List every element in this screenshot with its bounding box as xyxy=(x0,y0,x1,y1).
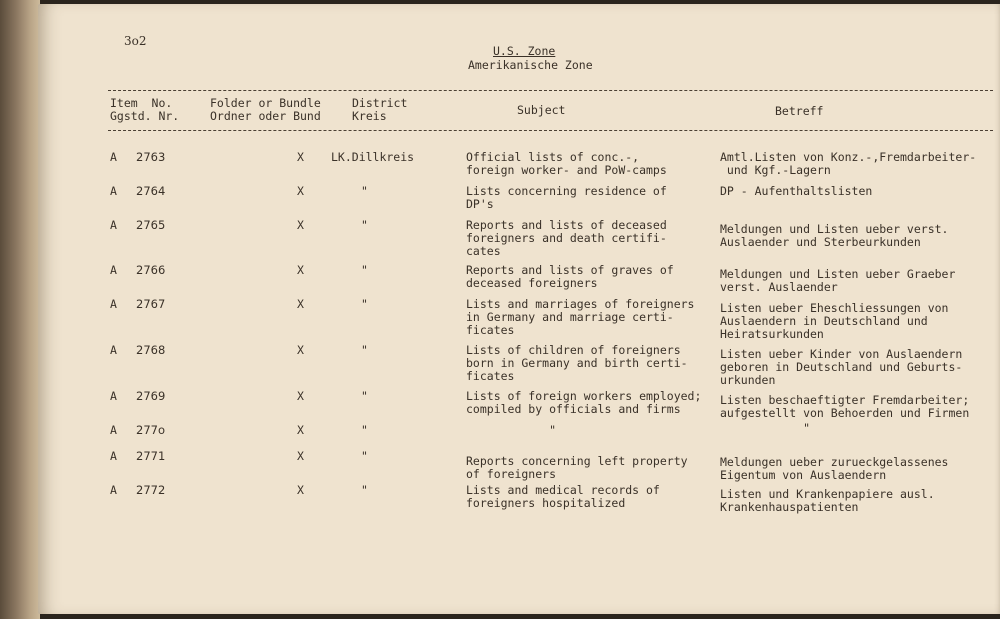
betreff-cell: Listen ueber Kinder von Auslaendern geboren in Deutschland und Geburts- urkunden xyxy=(720,347,963,387)
column-header-betreff: Betreff xyxy=(775,104,824,118)
item-number-cell: 2765 xyxy=(136,218,166,232)
district-cell: " xyxy=(361,389,368,403)
column-header-folder: Folder or Bundle Ordner oder Bund xyxy=(210,96,321,123)
item-letter-cell: A xyxy=(110,483,117,497)
betreff-cell: Meldungen und Listen ueber Graeber verst. Auslaender xyxy=(720,267,956,294)
folder-mark-cell: X xyxy=(297,150,304,164)
betreff-cell: " xyxy=(720,421,811,435)
item-letter-cell: A xyxy=(110,343,117,357)
betreff-cell: DP - Aufenthaltslisten xyxy=(720,184,873,198)
district-cell: " xyxy=(361,343,368,357)
betreff-cell: Meldungen ueber zurueckgelassenes Eigentum von Auslaendern xyxy=(720,455,949,482)
item-number-cell: 2766 xyxy=(136,263,166,277)
district-cell: " xyxy=(361,423,368,437)
betreff-cell: Listen und Krankenpapiere ausl. Krankenhauspatienten xyxy=(720,487,935,514)
item-number-cell: 2768 xyxy=(136,343,166,357)
subject-cell: " xyxy=(466,423,557,437)
header-rule-top xyxy=(108,90,993,91)
folder-mark-cell: X xyxy=(297,483,304,497)
district-cell: " xyxy=(361,263,368,277)
folder-mark-cell: X xyxy=(297,184,304,198)
betreff-cell: Amtl.Listen von Konz.-,Fremdarbeiter- und Kgf.-Lagern xyxy=(720,150,977,177)
betreff-cell: Listen ueber Eheschliessungen von Auslaendern in Deutschland und Heiratsurkunden xyxy=(720,301,949,341)
item-letter-cell: A xyxy=(110,389,117,403)
header-rule-bottom xyxy=(108,130,993,131)
zone-subtitle: Amerikanische Zone xyxy=(468,58,593,72)
item-number-cell: 2763 xyxy=(136,150,166,164)
folder-mark-cell: X xyxy=(297,449,304,463)
subject-cell: Reports and lists of graves of deceased foreigners xyxy=(466,263,674,290)
folder-mark-cell: X xyxy=(297,218,304,232)
subject-cell: Reports concerning left property of foreigners xyxy=(466,454,688,481)
betreff-cell: Meldungen und Listen ueber verst. Auslaender und Sterbeurkunden xyxy=(720,222,949,249)
item-number-cell: 2767 xyxy=(136,297,166,311)
subject-cell: Lists of foreign workers employed; compiled by officials and firms xyxy=(466,389,702,416)
folder-mark-cell: X xyxy=(297,263,304,277)
district-cell: " xyxy=(361,184,368,198)
item-number-cell: 277o xyxy=(136,423,165,437)
district-cell: " xyxy=(361,297,368,311)
item-letter-cell: A xyxy=(110,218,117,232)
zone-title: U.S. Zone xyxy=(493,44,556,58)
column-header-subject: Subject xyxy=(517,103,566,117)
book-binding xyxy=(0,0,40,619)
item-letter-cell: A xyxy=(110,263,117,277)
subject-cell: Lists concerning residence of DP's xyxy=(466,184,667,211)
folder-mark-cell: X xyxy=(297,343,304,357)
item-letter-cell: A xyxy=(110,184,117,198)
item-letter-cell: A xyxy=(110,297,117,311)
subject-cell: Lists of children of foreigners born in Germany and birth certi- ficates xyxy=(466,343,688,383)
column-header-item: Item No. Ggstd. Nr. xyxy=(110,96,180,123)
folder-mark-cell: X xyxy=(297,297,304,311)
district-cell: " xyxy=(361,449,368,463)
district-cell: " xyxy=(361,218,368,232)
district-cell: LK.Dillkreis xyxy=(331,150,415,164)
folder-mark-cell: X xyxy=(297,423,304,437)
betreff-cell: Listen beschaeftigter Fremdarbeiter; aufgestellt von Behoerden und Firmen xyxy=(720,393,970,420)
district-cell: " xyxy=(361,483,368,497)
item-number-cell: 2764 xyxy=(136,184,166,198)
document-page xyxy=(38,4,1000,614)
column-header-district: District Kreis xyxy=(352,96,408,123)
subject-cell: Official lists of conc.-, foreign worker- and PoW-camps xyxy=(466,150,667,177)
item-letter-cell: A xyxy=(110,150,117,164)
subject-cell: Lists and medical records of foreigners hospitalized xyxy=(466,483,660,510)
page-number: 3o2 xyxy=(124,34,147,48)
subject-cell: Reports and lists of deceased foreigners and death certifi- cates xyxy=(466,218,667,258)
subject-cell: Lists and marriages of foreigners in Germany and marriage certi- ficates xyxy=(466,297,695,337)
item-number-cell: 2772 xyxy=(136,483,166,497)
item-number-cell: 2769 xyxy=(136,389,166,403)
item-letter-cell: A xyxy=(110,449,117,463)
item-number-cell: 2771 xyxy=(136,449,166,463)
item-letter-cell: A xyxy=(110,423,117,437)
folder-mark-cell: X xyxy=(297,389,304,403)
